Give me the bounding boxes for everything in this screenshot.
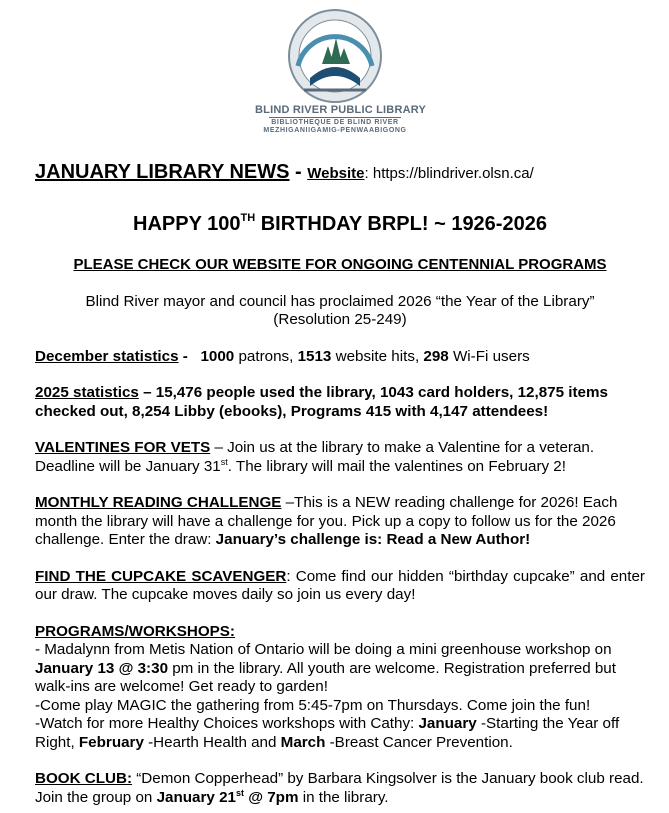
cupcake-label: FIND THE CUPCAKE SCAVENGER bbox=[35, 567, 287, 585]
reading-challenge: January’s challenge is: Read a New Author! bbox=[215, 531, 531, 548]
proclamation bbox=[35, 293, 645, 330]
bookclub-sup: st bbox=[235, 787, 244, 798]
wifi-text: Wi-Fi users bbox=[448, 347, 530, 365]
website-label: Website bbox=[307, 165, 365, 182]
website-line bbox=[307, 165, 534, 182]
valentines-text2: . The library will mail the valentines on February 2! bbox=[227, 457, 566, 475]
healthy-text3: -Hearth Health and bbox=[143, 733, 281, 751]
proclamation-line1: Blind River mayor and council has proclaimed 2026 “the Year of the Library” bbox=[85, 292, 595, 310]
valentines-section bbox=[35, 439, 645, 476]
library-logo-ojibwe: MEZHIGANIIGAMIG-PENWAABIGONG bbox=[263, 127, 407, 134]
bookclub-text2: in the library. bbox=[298, 788, 389, 806]
stats2025-label: 2025 statistics bbox=[35, 384, 139, 401]
december-label: December statistics bbox=[35, 347, 179, 365]
bookclub-time: @ 7pm bbox=[243, 788, 299, 806]
valentines-text1: – Join us at the library to make a Valentine for a veteran. Deadline will be January 31 bbox=[35, 439, 595, 475]
reading-challenge-section bbox=[35, 494, 645, 550]
book-club-section bbox=[35, 770, 645, 807]
website-separator: : bbox=[364, 165, 373, 182]
greenhouse-date: January 13 @ 3:30 bbox=[35, 659, 169, 677]
hits-text: website hits, bbox=[331, 347, 424, 365]
greenhouse-text1: - Madalynn from Metis Nation of Ontario will be doing a mini greenhouse workshop on bbox=[35, 641, 612, 658]
birthday-post: BIRTHDAY BRPL! ~ 1926-2026 bbox=[255, 213, 547, 235]
program-healthy-choices bbox=[35, 715, 645, 752]
programs-label: PROGRAMS/WORKSHOPS: bbox=[35, 622, 235, 640]
proclamation-line2: (Resolution 25-249) bbox=[273, 311, 407, 328]
statistics-2025 bbox=[35, 384, 645, 421]
patrons-count: 1000 bbox=[200, 347, 235, 365]
greenhouse-text2: pm in the library. All youth are welcome. Registration preferred but walk-ins are welcome! Get ready to garden! bbox=[35, 659, 616, 695]
healthy-text1: -Watch for more Healthy Choices workshops with Cathy: bbox=[35, 715, 419, 732]
header-dash: - bbox=[289, 161, 308, 183]
hits-count: 1513 bbox=[297, 347, 332, 365]
wifi-count: 298 bbox=[423, 347, 449, 365]
bookclub-date: January 21 bbox=[156, 788, 236, 806]
library-logo-french: BIBLIOTHEQUE DE BLIND RIVER bbox=[271, 119, 399, 126]
newsletter-body bbox=[35, 160, 645, 807]
valentines-label: VALENTINES FOR VETS bbox=[35, 439, 211, 456]
birthday-pre: HAPPY 100 bbox=[133, 213, 241, 235]
check-website-notice: PLEASE CHECK OUR WEBSITE FOR ONGOING CENTENNIAL PROGRAMS bbox=[73, 256, 607, 273]
healthy-text4: -Breast Cancer Prevention. bbox=[325, 733, 513, 751]
december-statistics bbox=[35, 348, 645, 367]
cupcake-section bbox=[35, 568, 645, 605]
birthday-heading bbox=[35, 212, 645, 236]
bookclub-text1: “Demon Copperhead” by Barbara Kingsolver is the January book club read. Join the group on bbox=[35, 770, 644, 806]
healthy-march: March bbox=[280, 733, 326, 751]
bookclub-label: BOOK CLUB: bbox=[35, 770, 133, 787]
cupcake-text: : Come find our hidden “birthday cupcake” and enter our draw. The cupcake moves daily so join us every day! bbox=[35, 567, 645, 603]
valentines-sup: st bbox=[220, 456, 228, 467]
reading-text: –This is a NEW reading challenge for 2026! Each month the library will have a challenge for you. Pick up a copy to follow us for the 2026 challenge. Enter the draw: bbox=[35, 494, 618, 548]
patrons-text: patrons, bbox=[234, 347, 298, 365]
library-logo bbox=[255, 6, 427, 156]
library-logo-emblem bbox=[280, 6, 390, 106]
stats2025-text: – 15,476 people used the library, 1043 card holders, 12,875 items checked out, 8,254 Libby (ebooks), Programs 415 with 4,147 attendees! bbox=[35, 384, 608, 420]
logo-divider bbox=[269, 117, 401, 118]
healthy-february: February bbox=[78, 733, 144, 751]
birthday-sup: TH bbox=[240, 212, 256, 224]
website-link[interactable]: https://blindriver.olsn.ca/ bbox=[372, 165, 534, 182]
newsletter-header bbox=[35, 160, 645, 186]
program-magic: -Come play MAGIC the gathering from 5:45-7pm on Thursdays. Come join the fun! bbox=[35, 696, 591, 714]
programs-section bbox=[35, 623, 645, 753]
reading-label: MONTHLY READING CHALLENGE bbox=[35, 494, 282, 511]
healthy-january: January bbox=[418, 715, 477, 732]
library-logo-name: BLIND RIVER PUBLIC LIBRARY bbox=[255, 104, 427, 116]
december-dash: - bbox=[178, 347, 201, 365]
healthy-text2: -Starting the Year off Right, bbox=[35, 715, 620, 751]
newsletter-title: JANUARY LIBRARY NEWS bbox=[35, 161, 290, 183]
program-greenhouse bbox=[35, 641, 645, 697]
